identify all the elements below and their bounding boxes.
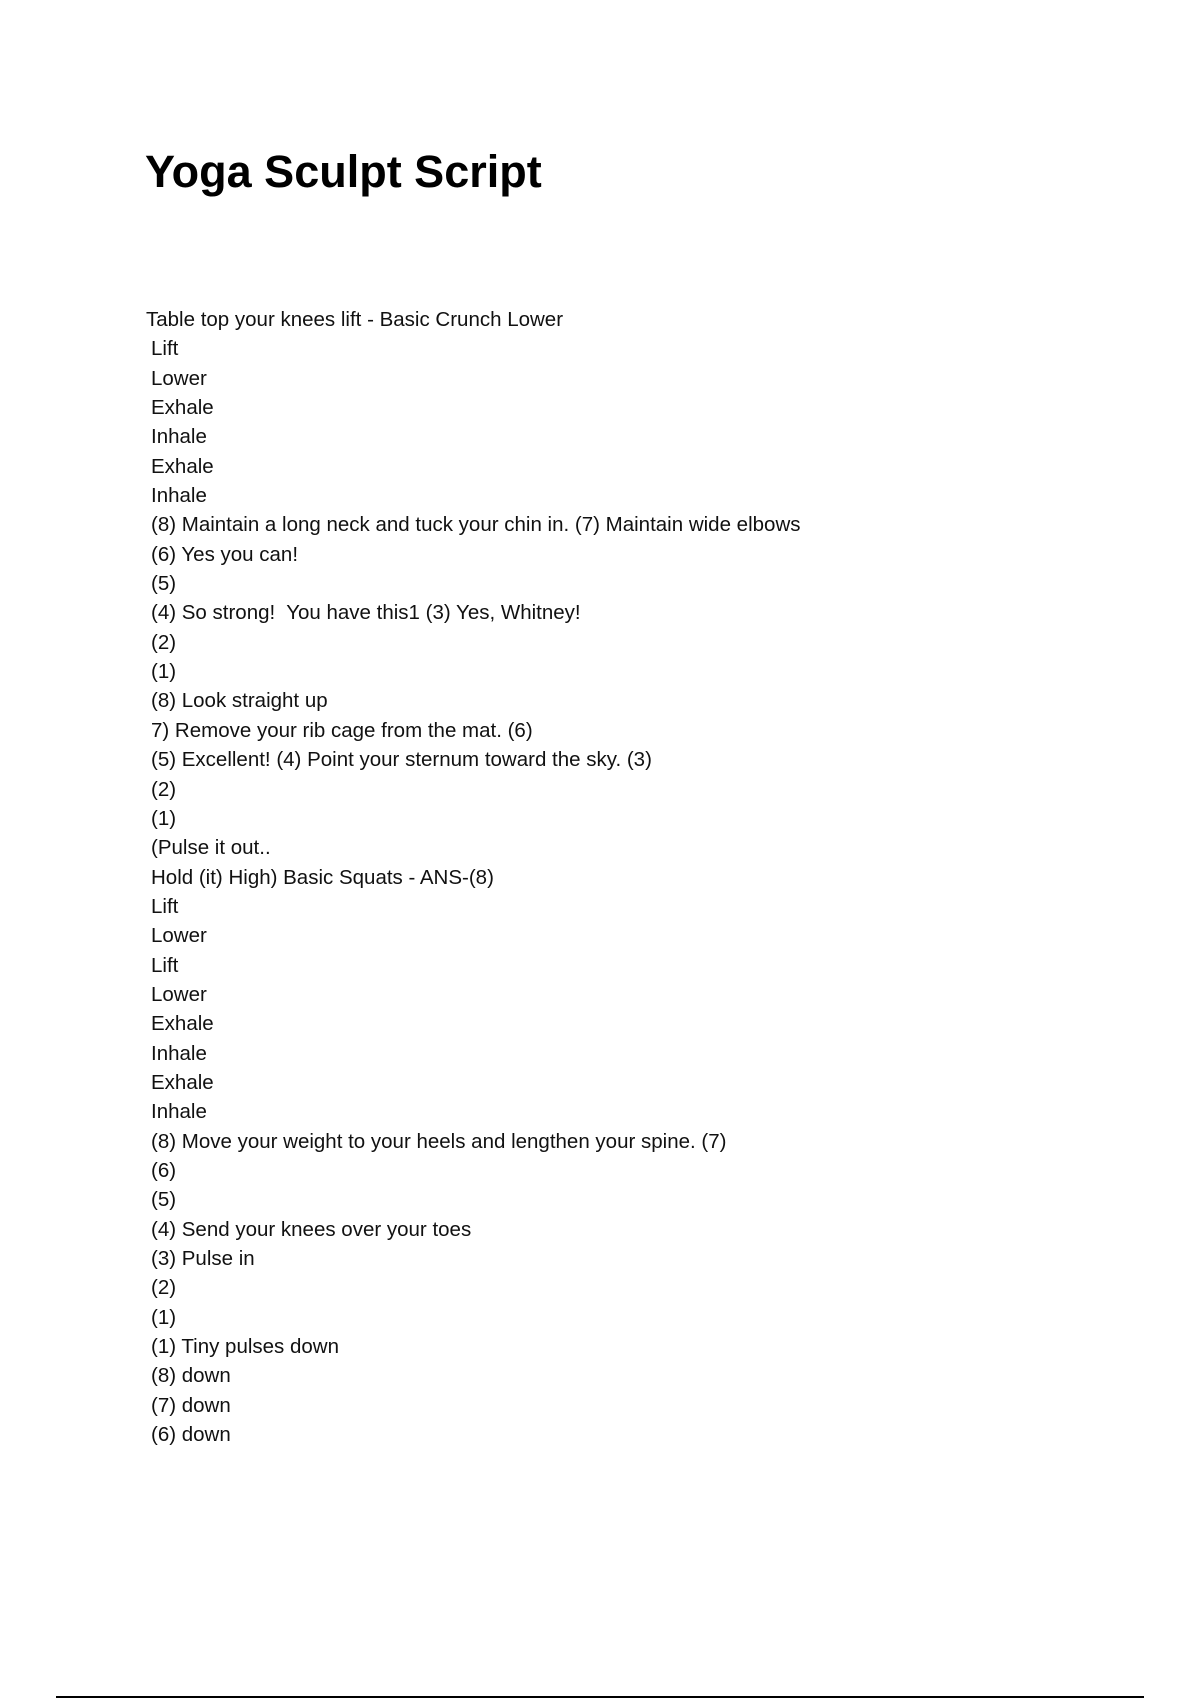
script-line: Exhale	[151, 396, 214, 420]
script-line: (8) Move your weight to your heels and lengthen your spine. (7)	[151, 1129, 727, 1153]
script-line: (1)	[151, 660, 177, 684]
script-line: (2)	[151, 777, 177, 801]
document-title: Yoga Sculpt Script	[145, 146, 542, 197]
script-line: (8) Maintain a long neck and tuck your chin in. (7) Maintain wide elbows	[151, 513, 801, 537]
script-line: Inhale	[151, 1100, 207, 1124]
script-intro-line: Table top your knees lift - Basic Crunch Lower	[146, 308, 564, 331]
script-line: (6) down	[151, 1423, 231, 1447]
script-body	[146, 305, 1046, 1449]
script-line: Lift	[151, 953, 179, 977]
script-line: (1) Tiny pulses down	[151, 1335, 340, 1359]
script-line: 7) Remove your rib cage from the mat. (6)	[151, 718, 533, 742]
script-line: (5)	[151, 1188, 177, 1212]
script-line: Inhale	[151, 425, 207, 449]
script-line: Lower	[151, 982, 207, 1006]
script-line: Inhale	[151, 484, 207, 508]
script-line: (6) Yes you can!	[151, 542, 299, 566]
script-line: Lift	[151, 894, 179, 918]
script-line: Exhale	[151, 454, 214, 478]
script-line: (8) down	[151, 1364, 231, 1388]
script-line: Inhale	[151, 1041, 207, 1065]
script-line: (2)	[151, 630, 177, 654]
script-line: (5)	[151, 572, 177, 596]
script-line: (1)	[151, 806, 177, 830]
script-line: (4) So strong! You have this1 (3) Yes, Whitney!	[151, 601, 581, 625]
script-line: (Pulse it out..	[151, 836, 271, 860]
script-line: Exhale	[151, 1070, 214, 1094]
script-line: (2)	[151, 1276, 177, 1300]
script-line: Lower	[151, 924, 207, 948]
script-lines	[146, 334, 1046, 1449]
script-line: (6)	[151, 1158, 177, 1182]
script-line: (5) Excellent! (4) Point your sternum toward the sky. (3)	[151, 748, 652, 772]
script-line: Lift	[151, 337, 179, 361]
footer-divider	[56, 1696, 1144, 1698]
script-line: Hold (it) High) Basic Squats - ANS-(8)	[151, 865, 494, 889]
script-line: (1)	[151, 1305, 177, 1329]
script-line: (3) Pulse in	[151, 1247, 255, 1270]
script-line: Exhale	[151, 1012, 214, 1036]
script-line: Lower	[151, 366, 207, 390]
script-line: (7) down	[151, 1393, 231, 1417]
script-line: (4) Send your knees over your toes	[151, 1217, 472, 1241]
script-line: (8) Look straight up	[151, 689, 328, 713]
